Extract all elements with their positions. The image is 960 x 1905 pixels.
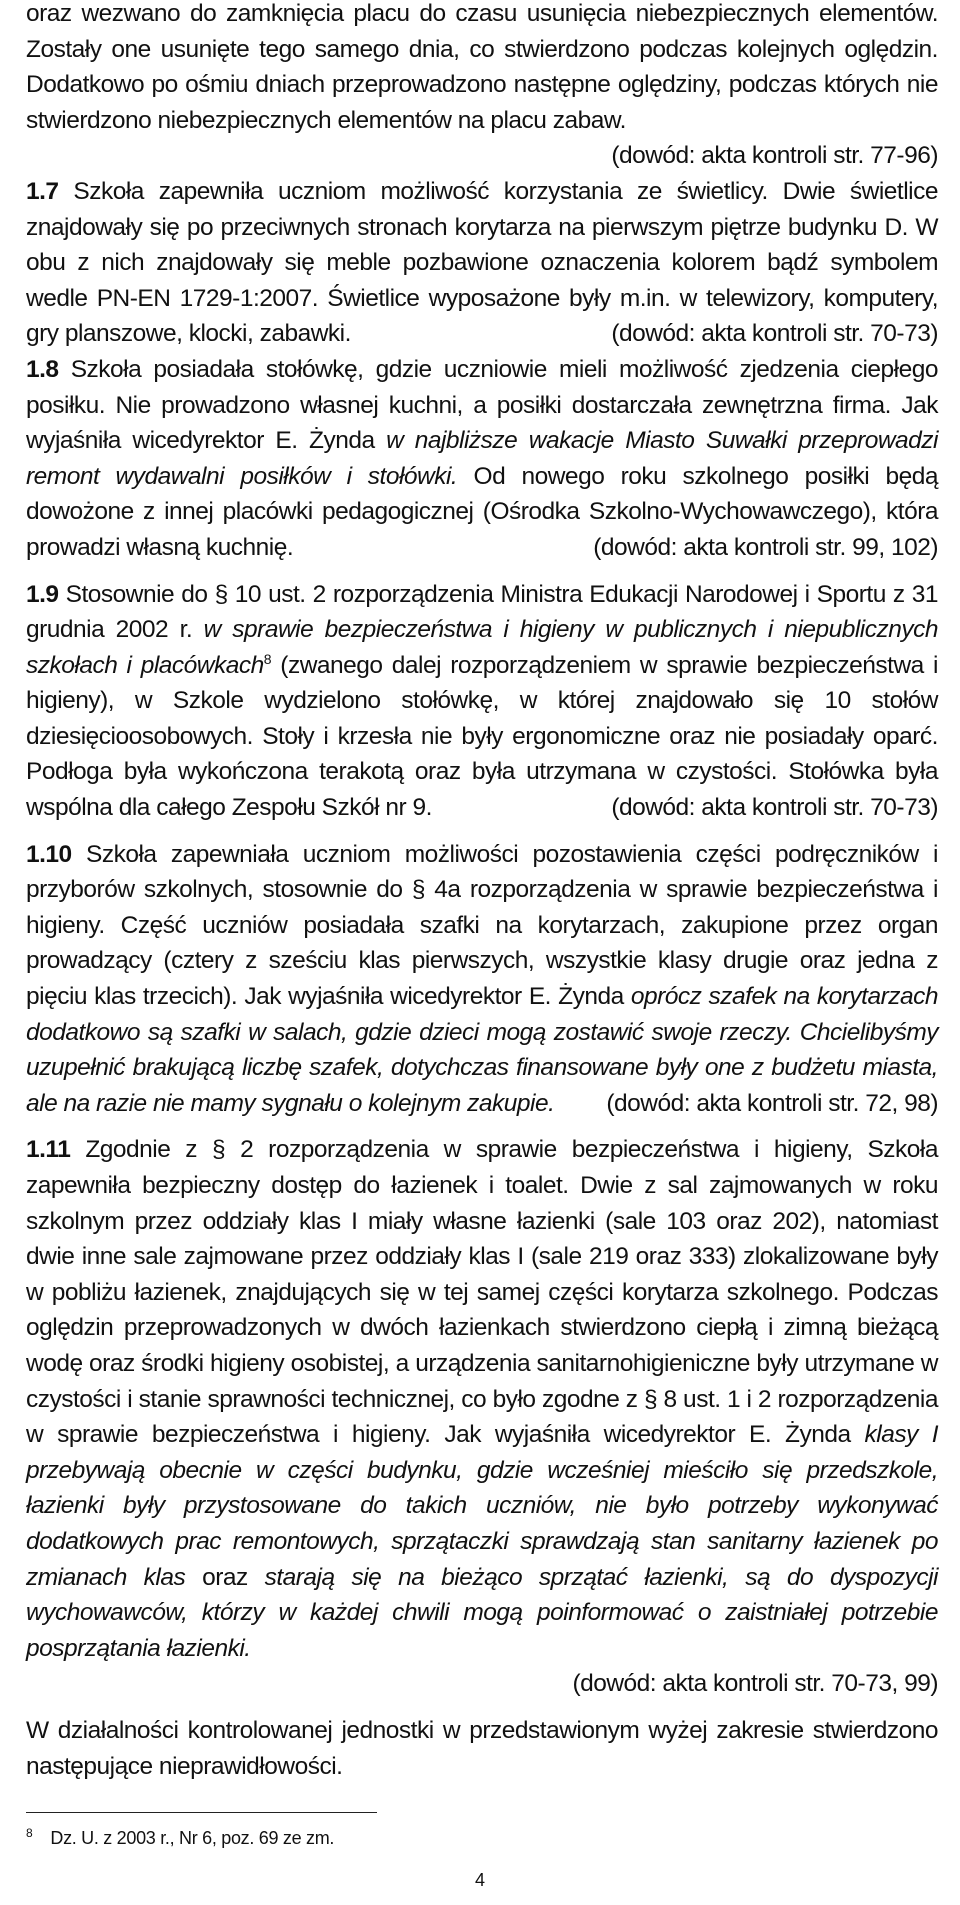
evidence-reference: (dowód: akta kontroli str. 99, 102) (593, 533, 938, 561)
quoted-explanation: w najbliższe wakacje Miasto Suwałki przeprowadzi remont wydawalni posiłków i stołówki. (26, 427, 939, 490)
evidence-reference: (dowód: akta kontroli str. 70-73) (611, 794, 938, 822)
evidence-reference: (dowód: akta kontroli str. 70-73, 99) (572, 1670, 938, 1698)
section-text: oraz (202, 1563, 248, 1591)
footnote-mark: 8 (26, 1826, 33, 1840)
document-body (26, 0, 938, 1784)
section-text: Zgodnie z § 2 rozporządzenia w sprawie bezpieczeństwa i higieny, Szkoła zapewniła bezpieczny dostęp do łazienek i toalet. Dwie z sal zajmowanych w roku szkolnym przez oddziały klas I miały własne łazienki (sale 103 oraz 202), natomiast dwie inne sale zajmowane przez oddziały klas I (sale 219 oraz 333) zlokalizowane były w pobliżu łazienek, znajdujących się w tej samej części korytarza szkolnego. Podczas oględzin przeprowadzonych w dwóch łazienkach stwierdzono ciepłą i zimną bieżącą wodę oraz środki higieny osobistej, a urządzenia sanitarnohigieniczne były utrzymane w czystości i stanie sprawności technicznej, co było zgodne z § 8 ust. 1 i 2 rozporządzenia w sprawie bezpieczeństwa i higieny. Jak wyjaśniła wicedyrektor E. Żynda (26, 1136, 939, 1449)
page-number: 4 (474, 1870, 485, 1890)
footnote (26, 1820, 334, 1851)
quoted-explanation: oprócz szafek na korytarzach dodatkowo są szafki w salach, gdzie dzieci mogą zostawić swoje rzeczy. Chcielibyśmy uzupełnić brakującą liczbę szafek, dotychczas finansowane były one z budżetu miasta, ale na razie nie mamy sygnału o kolejnym zakupie. (26, 983, 938, 1117)
section-number: 1.10 (26, 840, 72, 868)
evidence-reference: (dowód: akta kontroli str. 70-73) (611, 320, 938, 348)
section-text: Szkoła zapewniła uczniom możliwość korzystania ze świetlicy. Dwie świetlice znajdowały się po przeciwnych stronach korytarza na pierwszym piętrze budynku D. W obu z nich znajdowały się meble pozbawione oznaczenia kolorem bądź symbolem wedle PN-EN 1729-1:2007. Świetlice wyposażone były m.in. w telewizory, komputery, gry planszowe, klocki, zabawki. (26, 177, 939, 348)
footnote-text: Dz. U. z 2003 r., Nr 6, poz. 69 ze zm. (50, 1828, 335, 1848)
evidence-reference: (dowód: akta kontroli str. 72, 98) (606, 1089, 938, 1117)
section-number: 1.8 (26, 355, 59, 383)
section-1-10 (26, 837, 938, 1122)
section-1-9 (26, 577, 938, 826)
section-number: 1.9 (26, 580, 59, 608)
section-1-8 (26, 352, 938, 566)
section-1-7 (26, 174, 938, 352)
quoted-explanation: klasy I przebywają obecnie w części budynku, gdzie wcześniej mieściło się przedszkole, łazienki były przystosowane do takich uczniów, nie było potrzeby wykonywać dodatkowych prac remontowych, sprzątaczki sprawdzają stan sanitarny łazienek po zmianach klas (26, 1421, 938, 1591)
section-1-11 (26, 1132, 938, 1702)
paragraph-continuation: oraz wezwano do zamknięcia placu do czasu usunięcia niebezpiecznych elementów. Zostały one usunięte tego samego dnia, co stwierdzono podczas kolejnych oględzin. Dodatkowo po ośmiu dniach przeprowadzono następne oględziny, podczas których nie stwierdzono niebezpiecznych elementów na placu zabaw. (dowód: akta kontroli str. 77-96) (26, 0, 938, 174)
section-text: (zwanego dalej rozporządzeniem w sprawie bezpieczeństwa i higieny), w Szkole wydzielono stołówkę, w której znajdowało się 10 stołów dziesięcioosobowych. Stoły i krzesła nie były ergonomiczne oraz nie posiadały oparć. Podłoga była wykończona terakotą oraz była utrzymana w czystości. Stołówka była wspólna dla całego Zespołu Szkół nr 9. (26, 651, 938, 822)
section-text: Stosownie do § 10 ust. 2 rozporządzenia Ministra Edukacji Narodowej i Sportu z 31 grudnia 2002 r. (26, 580, 938, 644)
closing-paragraph: W działalności kontrolowanej jednostki w przedstawionym wyżej zakresie stwierdzono następujące nieprawidłowości. (26, 1716, 938, 1780)
section-number: 1.11 (26, 1136, 71, 1164)
regulation-title: w sprawie bezpieczeństwa i higieny w publicznych i niepublicznych szkołach i placówkach (26, 616, 938, 679)
section-text: Od nowego roku szkolnego posiłki będą dowożone z innej placówki pedagogicznej (Ośrodka Szkolno-Wychowawczego), która prowadzi własną kuchnię. (26, 462, 938, 561)
section-text: Szkoła zapewniała uczniom możliwości pozostawienia części podręczników i przyborów szkolnych, stosownie do § 4a rozporządzenia w sprawie bezpieczeństwa i higieny. Część uczniów posiadała szafki na korytarzach, zakupione przez organ prowadzący (cztery z sześciu klas pierwszych, wszystkie klasy drugie oraz jedna z pięciu klas trzecich). Jak wyjaśniła wicedyrektor E. Żynda (26, 840, 938, 1011)
section-text: Szkoła posiadała stołówkę, gdzie uczniowie mieli możliwość zjedzenia ciepłego posiłku. Nie prowadzono własnej kuchni, a posiłki dostarczała zewnętrzna firma. Jak wyjaśniła wicedyrektor E. Żynda (26, 355, 938, 455)
quoted-explanation: starają się na bieżąco sprzątać łazienki, są do dyspozycji wychowawców, którzy w każdej chwili mogą poinformować o zaistniałej potrzebie posprzątania łazienki. (26, 1563, 938, 1662)
footnote-reference: 8 (263, 650, 272, 667)
evidence-reference: (dowód: akta kontroli str. 77-96) (611, 142, 938, 170)
section-number: 1.7 (26, 177, 59, 205)
footnote-separator (26, 1812, 377, 1813)
